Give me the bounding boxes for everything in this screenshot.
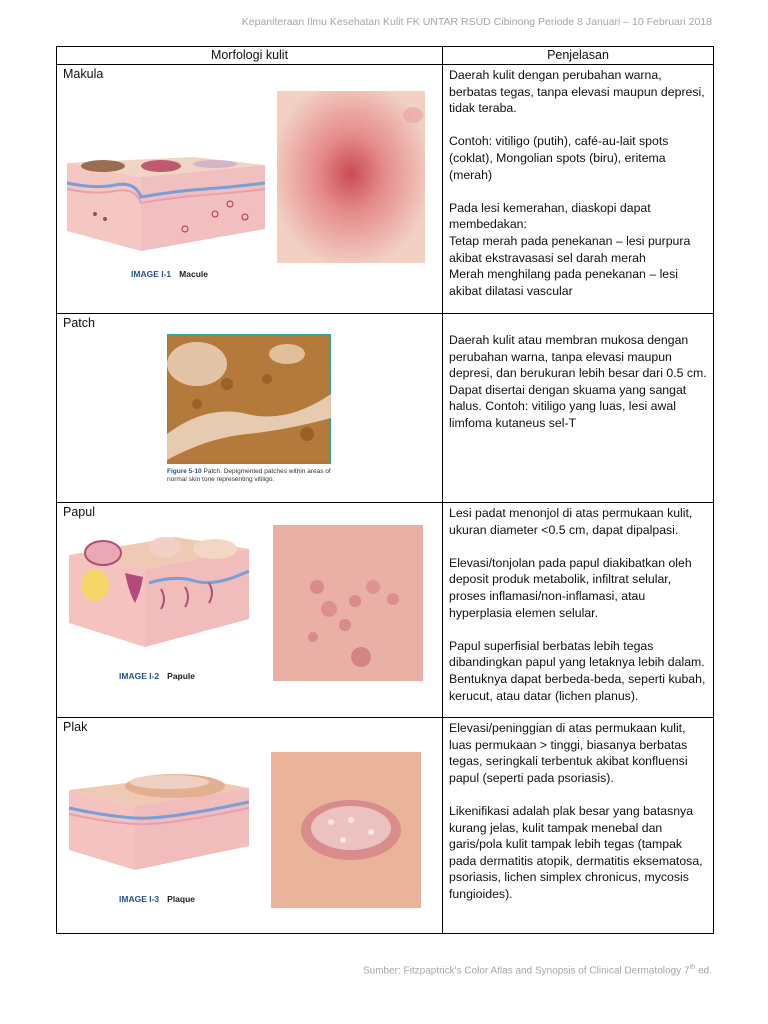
table-row — [57, 314, 714, 503]
image-caption: IMAGE I-3 Plaque — [119, 894, 196, 904]
morphology-table — [56, 46, 714, 934]
figure-caption: Figure 5-10 Patch. Depigmented patches within areas of normal skin tone representing vitiligo. — [167, 468, 331, 483]
explanation-text — [443, 65, 713, 299]
page-header: Kepaniteraan Ilmu Kesehatan Kulit FK UNTAR RSUD Cibinong Periode 8 Januari – 10 Februari 2018 — [241, 16, 712, 28]
macule-diagram-image — [65, 119, 275, 269]
table-header-row — [57, 47, 714, 65]
paragraph: Daerah kulit atau membran mukosa dengan perubahan warna, tanpa elevasi maupun depresi, dan berukuran lebih besar dari 0.5 cm. Dapat disertai dengan skuama yang sangat halus. Contoh: vitiligo yang luas, lesi awal limfoma kutaneus sel-T — [449, 333, 707, 430]
morph-cell — [57, 314, 443, 503]
source-footer: Sumber: Fitzpaptrick's Color Atlas and Synopsis of Clinical Dermatology 7th ed. — [362, 964, 712, 977]
paragraph: Elevasi/peninggian di atas permukaan kulit, luas permukaan > tinggi, biasanya berbatas tegas, seringkali terbentuk akibat konfluensi papul (seperti pada psoriasis). — [449, 721, 688, 785]
table-row — [57, 503, 714, 718]
explanation-cell — [443, 718, 714, 934]
paragraph: Daerah kulit dengan perubahan warna, berbatas tegas, tanpa elevasi maupun depresi, tidak teraba. — [449, 68, 705, 116]
macule-clinical-photo — [277, 91, 425, 263]
morph-cell — [57, 503, 443, 718]
explanation-cell — [443, 503, 714, 718]
explanation-text — [443, 314, 713, 432]
image-caption: IMAGE I-1 Macule — [131, 269, 208, 279]
paragraph: Papul superfisial berbatas lebih tegas dibandingkan papul yang letaknya lebih dalam. Bentuknya dapat berbeda-beda, seperti kubah, kerucut, atau datar (lichen planus). — [449, 638, 706, 703]
column-header-morphology: Morfologi kulit — [57, 47, 443, 65]
column-header-explanation: Penjelasan — [443, 47, 714, 65]
paragraph: Likenifikasi adalah plak besar yang batasnya kurang jelas, kulit tampak menebal dan garis/pola kulit tampak lebih tegas (tampak pada dermatitis atopik, dermatitis eksematosa, psoriasis, lichen simplex chronicus, mycosis fungioides). — [449, 803, 703, 901]
papule-clinical-photo — [273, 525, 423, 681]
explanation-text — [443, 718, 713, 903]
morph-cell — [57, 718, 443, 934]
morph-cell — [57, 65, 443, 314]
table-row — [57, 65, 714, 314]
paragraph: Elevasi/tonjolan pada papul diakibatkan oleh deposit produk metabolik, infiltrat selular, proses inflamasi/non-inflamasi, atau hyperplasia elemen selular. — [449, 555, 692, 620]
explanation-cell — [443, 65, 714, 314]
image-caption: IMAGE I-2 Papule — [119, 671, 196, 681]
explanation-text — [443, 503, 713, 704]
table-row — [57, 718, 714, 934]
papule-diagram-image — [65, 523, 255, 663]
paragraph: Pada lesi kemerahan, diaskopi dapat membedakan: Tetap merah pada penekanan – lesi purpura akibat ekstravasasi sel darah merah Merah menghilang pada penekanan – lesi akibat dilatasi vascular — [449, 200, 691, 298]
plaque-diagram-image — [65, 750, 255, 880]
plaque-clinical-photo — [271, 752, 421, 908]
paragraph: Contoh: vitiligo (putih), café-au-lait spots (coklat), Mongolian spots (biru), eritema (merah) — [449, 134, 669, 182]
patch-clinical-photo — [167, 334, 331, 464]
row-label: Patch — [63, 316, 95, 330]
paragraph: Lesi padat menonjol di atas permukaan kulit, ukuran diameter <0.5 cm, dapat dipalpasi. — [449, 506, 693, 537]
row-label: Plak — [63, 720, 88, 734]
row-label: Makula — [63, 67, 104, 81]
row-label: Papul — [63, 505, 95, 519]
explanation-cell — [443, 314, 714, 503]
